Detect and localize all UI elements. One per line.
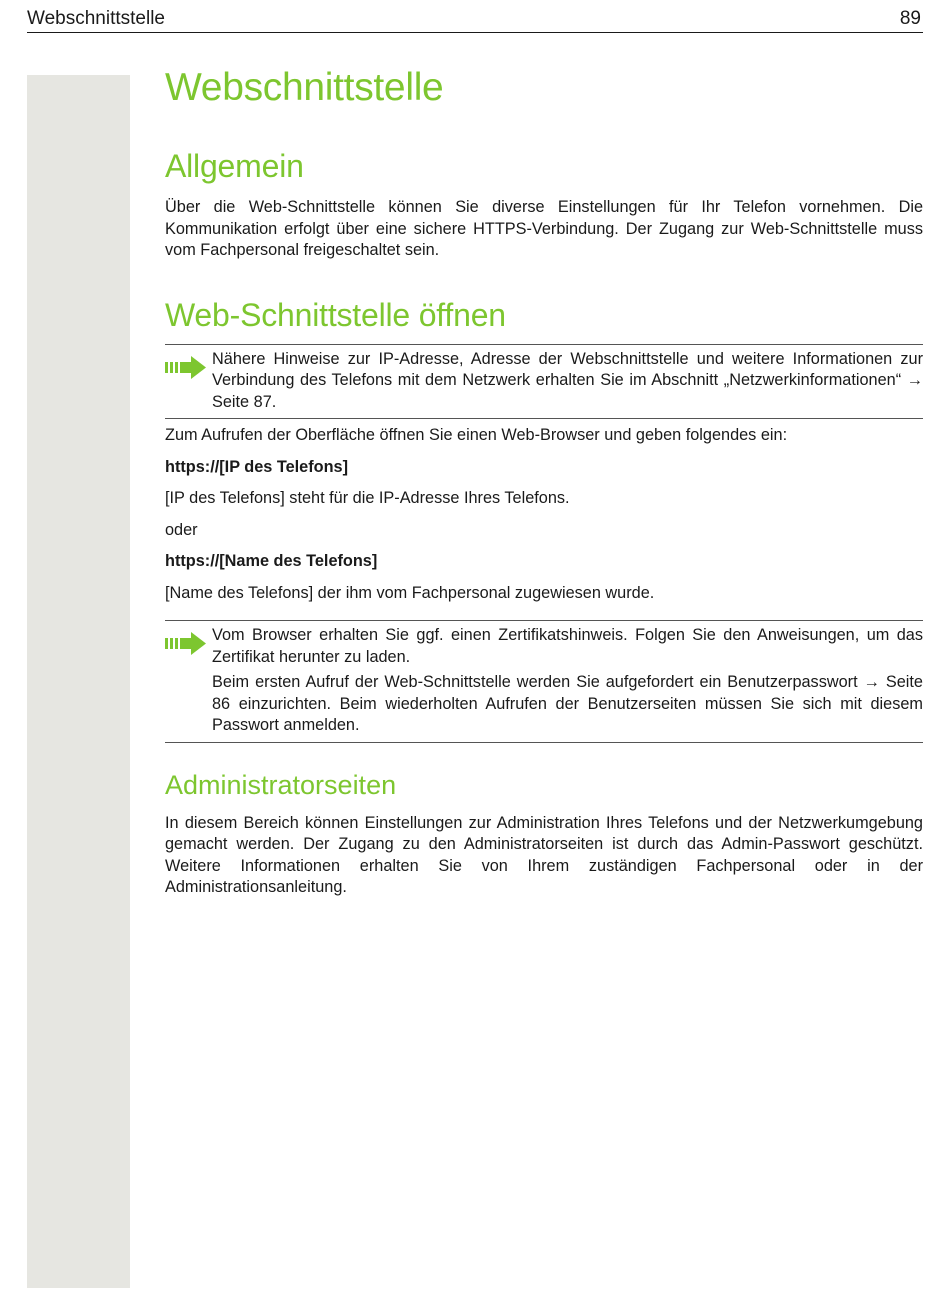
note-zertifikat-text: Vom Browser erhalten Sie ggf. einen Zertifikatshinweis. Folgen Sie den Anweisungen, um das Zertifikat herunter zu laden. xyxy=(212,626,923,666)
heading-administratorseiten: Administratorseiten xyxy=(165,769,397,800)
oeffnen-intro: Zum Aufrufen der Oberfläche öffnen Sie einen Web-Browser und geben folgendes ein: xyxy=(165,426,788,444)
arrow-right-icon xyxy=(165,631,207,655)
note-passwort-text: Beim ersten Aufruf der Web-Schnittstelle werden Sie aufgefordert ein Benutzerpasswort → Seite 86 einzurichten. Beim wiederholten Aufrufen der Benutzerseiten müssen Sie sich mit diesem Passwort anmelden. xyxy=(212,673,923,734)
margin-sidebar xyxy=(27,75,130,1288)
url-ip: https://[IP des Telefons] xyxy=(165,457,349,476)
url-name: https://[Name des Telefons] xyxy=(165,552,378,570)
allgemein-text: Über die Web-Schnittstelle können Sie diverse Einstellungen für Ihr Telefon vornehmen. Die Kommunikation erfolgt über eine sichere HTTPS-Verbindung. Der Zugang zur Web-Schnittstelle muss vom Fachpersonal freigeschaltet sein. xyxy=(165,198,923,259)
heading-oeffnen: Web-Schnittstelle öffnen xyxy=(165,296,506,333)
arrow-right-icon xyxy=(165,355,207,379)
oder-text: oder xyxy=(165,520,198,539)
url-name-desc: [Name des Telefons] der ihm vom Fachpersonal zugewiesen wurde. xyxy=(165,583,655,602)
admin-text: In diesem Bereich können Einstellungen zur Administration Ihres Telefons und der Netzwerkumgebung gemacht werden. Der Zugang zu den Administratorseiten ist durch das Admin-Passwort geschützt. Weitere Informationen erhalten Sie von Ihrem zuständigen Fachpersonal oder in der Administrationsanleitung. xyxy=(165,813,923,896)
running-header xyxy=(27,6,923,33)
note-box-netzwerk xyxy=(165,344,923,420)
note-netzwerk-text: Nähere Hinweise zur IP-Adresse, Adresse der Webschnittstelle und weitere Informationen zur Verbindung des Telefons mit dem Netzwerk erhalten Sie im Abschnitt „Netzwerkinformationen“ → Seite 87. xyxy=(212,349,923,411)
page-number: 89 xyxy=(899,8,921,29)
heading-allgemein: Allgemein xyxy=(165,148,304,184)
page-title: Webschnittstelle xyxy=(165,66,444,109)
page-content xyxy=(165,66,923,899)
note-box-zertifikat xyxy=(165,620,923,743)
running-header-title: Webschnittstelle xyxy=(27,8,165,29)
url-ip-desc: [IP des Telefons] steht für die IP-Adresse Ihres Telefons. xyxy=(165,489,570,507)
